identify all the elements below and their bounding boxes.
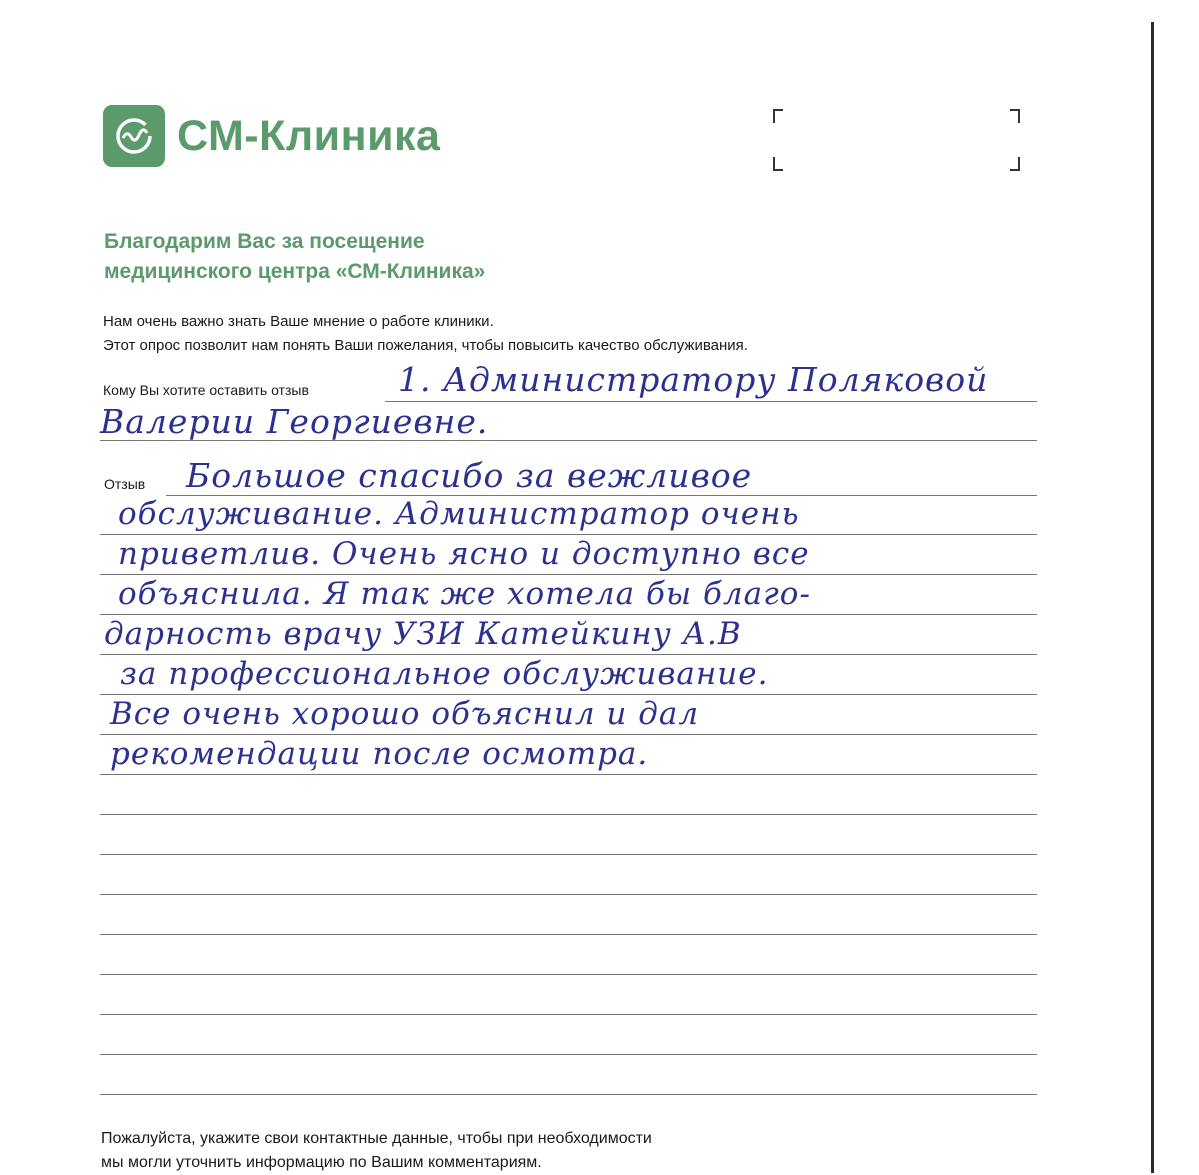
intro-line: Этот опрос позволит нам понять Ваши пожелания, чтобы повысить качество обслуживания.	[103, 337, 748, 354]
ruled-line	[100, 894, 1037, 895]
ruled-line	[100, 974, 1037, 975]
handwritten-review-line: Большое спасибо за вежливое	[186, 456, 753, 495]
brand-name: СМ-Клиника	[177, 111, 441, 160]
page-edge	[1151, 22, 1154, 1173]
ruled-line	[100, 854, 1037, 855]
thank-you-heading	[104, 227, 485, 287]
intro-text	[103, 310, 748, 358]
stamp-area-corner	[773, 109, 783, 123]
handwritten-review-line: дарность врачу УЗИ Катейкину А.В	[104, 616, 742, 652]
heading-line: Благодарим Вас за посещение	[104, 230, 425, 253]
stamp-area-corner	[1010, 157, 1020, 171]
stamp-area-corner	[773, 157, 783, 171]
clinic-logo	[103, 105, 440, 167]
recipient-label: Кому Вы хотите оставить отзыв	[103, 382, 309, 398]
ruled-line	[100, 534, 1037, 535]
ruled-line	[100, 734, 1037, 735]
handwritten-review-line: приветлив. Очень ясно и доступно все	[118, 536, 810, 572]
logo-icon	[103, 105, 165, 167]
intro-line: Нам очень важно знать Ваше мнение о работе клиники.	[103, 313, 494, 330]
handwritten-review-line: за профессиональное обслуживание.	[120, 656, 769, 692]
footer-line: Пожалуйста, укажите свои контактные данные, чтобы при необходимости	[101, 1130, 652, 1147]
contact-request-text	[101, 1127, 652, 1175]
ruled-line	[100, 614, 1037, 615]
footer-line: мы могли уточнить информацию по Вашим комментариям.	[101, 1154, 542, 1171]
ruled-line	[100, 1054, 1037, 1055]
ruled-line	[100, 934, 1037, 935]
stamp-area-corner	[1010, 109, 1020, 123]
ruled-line	[100, 814, 1037, 815]
handwritten-review-line: объяснила. Я так же хотела бы благо-	[118, 576, 811, 612]
handwritten-recipient-line: 1. Администратору Поляковой	[398, 360, 989, 399]
ruled-line	[100, 1094, 1037, 1095]
ruled-line	[100, 694, 1037, 695]
handwritten-review-line: Все очень хорошо объяснил и дал	[110, 696, 700, 732]
ruled-line	[100, 574, 1037, 575]
review-label: Отзыв	[104, 476, 146, 492]
ruled-line	[100, 654, 1037, 655]
handwritten-recipient-line: Валерии Георгиевне.	[100, 402, 489, 441]
ruled-line	[100, 774, 1037, 775]
handwritten-review-line: обслуживание. Администратор очень	[118, 496, 800, 532]
handwritten-review-line: рекомендации после осмотра.	[110, 736, 649, 772]
heading-line: медицинского центра «СМ-Клиника»	[104, 260, 486, 283]
ruled-line	[100, 1014, 1037, 1015]
